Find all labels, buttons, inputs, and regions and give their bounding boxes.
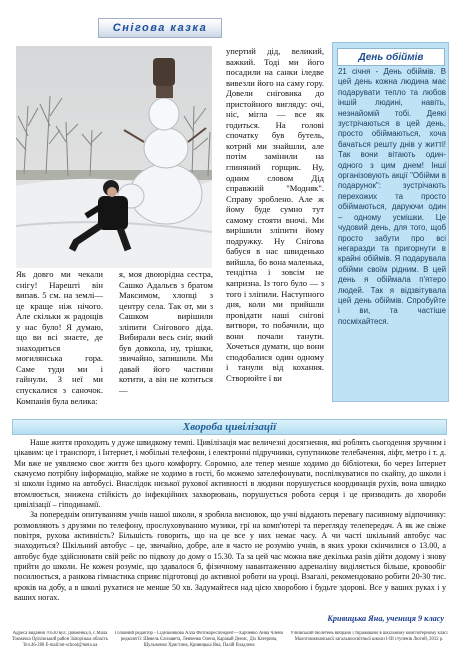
civilization-disease-article: [14, 438, 446, 604]
snow-story-title: Снігова казка: [112, 22, 208, 34]
footer-print-info: Учнівський бюлетень вибрано і тиражовано в шкільному комп'ютерному класі Малотокмачанської загальноосвітньої школи І-ІІІ ступенів Лютий, 2012 р.: [290, 631, 448, 642]
hug-day-text: 21 січня - День обіймів. В цей день кожна людина має подарувати тепло та любов іншій людині, навіть, незнайомій тобі. Деякі зустрічаються в цей день, просто обіймаються, хоча бачаться решту днів у житті! Так вони вітають один-одного з цим днем! Іншi організовують акції "Обійми в подарунок": зустрічають перехожих та просто обіймаються, даруючи один – одному усмішки. Це чудовий день, для того, щоб просто забути про всі негаразди та пригорнути в крайні обіймів. Я подарувала обійми своїм рідним. В цей день я обіймала п'ятеро людей. Так я відзвітувала цей день обіймів. Спробуйте і ви, та частіше посміхайтеся.: [338, 67, 446, 326]
hug-day-title: День обіймів: [358, 51, 424, 63]
hug-day-header: [337, 48, 445, 66]
snow-story-column-1: Як довго ми чекали снігу! Нарешті він випав. 5 см. на землі—це краще ніж нічого. Але скільки ж радощів у нас було! Я думаю, що ви всі знаєте, де знаходиться могилянська гора. Саме туди ми і гайнули. З неї ми спускалися з саночок. Компанія була велика:: [16, 269, 103, 406]
hug-day-panel: [332, 42, 449, 402]
article-author-signature: Кривицька Яна, учениця 9 класу: [327, 614, 444, 623]
footer-editorial-board: Головний редактор - Сідельникова Алла Фотокореспондент—Харченко Анна Члени редколегії: Шевель Єлизавета, Левченко Олена, Каракай Денис, Діх Катерина, Шульженко Христина, Кривицька Яна, Палій Владлена: [114, 631, 283, 648]
imprint-footer: [12, 631, 449, 650]
snow-story-column-3: упертий дід, великий, важкий. Тоді ми його посадили на санки іледве вивезли його на саму гору. Довели сніговика до пристойного вигляду: очі, ніс, міглa — все як годиться. На голові спочатку був бутель, котрий ми знайшли, але потім замінили на глиняний горщик. Ну, одним словом Дід справжній "Модняк". Справу зроблено. Але ж йому буде сумно тут самому стояти вночі. Ми вирішили зліпити йому подружку. Ну Снігова бабуся в нас швиденько вийшла, бо вона маленька, тендітна і зовсім не капризна. Із того було — з того і зліпили. Наступного дня, коли ми прийшли провідати наші снігові витвори, то побачили, що вони почали танути. Хочеться думати, що вони сподобалися один одному і танули від кохання. Створюйте ї ви: [226, 46, 324, 383]
article-paragraph-2: За попереднім опитуванням учнів нашої школи, я зробила висновок, що учні віддають перевагу пасивному відпочинку: розмовляють з друзями по телефону, прослуховуванню музики, грі на комп'ютері та перегляду телепередач. А як же свіже повітря, рухова активність? Більшість говорить, що на це все у них немає часу. А чи часті шкільний автобус час знаходиться? Шкільний автобус – це, звичайно, добре, але я часто не розумію учнів, в яких уроки скінчилися о 13.00, а автобус буде здійснювати свій рейс по підвозу до дому о 15.30. Та за цей час можна вже декілька разів дійти додому і знову прийти до школи. Не кожен розуміє, що здавалося б, фізичному навантаженню адреналіну виділяється більше, кровообіг посилюється, а ранкова гімнастика сприяє підготовці до активної роботи на уроці. Взагалі, рекомендовано робити 20-30 тис. кроків на добу, а в школі рухатися не менше 50 хв. Задумайтеся над цією хворобою і будьте здорові. Все у ваших руках і у ваших ногах.: [14, 510, 446, 603]
snow-story-header: [98, 18, 222, 38]
article-paragraph-1: Наше життя проходить у дуже швидкому темпі. Цивілізація має величезні досягнення, які роблять сьогодення зручним і цікавим: це і транспорт, і Інтернет, і мобільні телефони, і електронні підручники, супутникове телебачення, ліфт, метро і т. д. Ми вже не уявляємо своє життя без цього комфорту. Соромно, але тепер менше ходимо до бібліотеки, бо через Інтернет скачуємо потрібну інформацію, майже не ходимо в гості, бо можемо зателефонувати, поспілкуватися по скайпу, до школи і зі школи їздимо на автобусі. Внаслідок низької рухової активності в людини порушується координація рухів, вона швидко втомлюється, знижена стійкість до інфекційних захворювань, порушується робота серця і це призводить до хвороби цивілізації – гіподинамії.: [14, 438, 447, 510]
snowman-photo-image: [16, 46, 212, 268]
civilization-disease-header: [12, 419, 447, 435]
footer-address: Адреса видання 70530 вул. Довженка,6, с.Мала Токмачка Оріхівський район Запорізька область Тел.46-280 E-mail:mt-school@meta.ua: [12, 631, 108, 648]
civilization-disease-title: Хвороба цивілізації: [182, 421, 277, 433]
snow-story-column-2: я, моя двоюрідна сестра, Сашко Адальєв з братом Максимом, хлопці з центру села. Так от, ми з Сашком вирішили зліпити Снігового діда. Вибирали весь сніг, який був довкола, ну, трішки, звичайно, запишили. Ми давай його частини котити, а він не котиться—: [119, 269, 213, 396]
snowman-photo: [16, 46, 212, 268]
